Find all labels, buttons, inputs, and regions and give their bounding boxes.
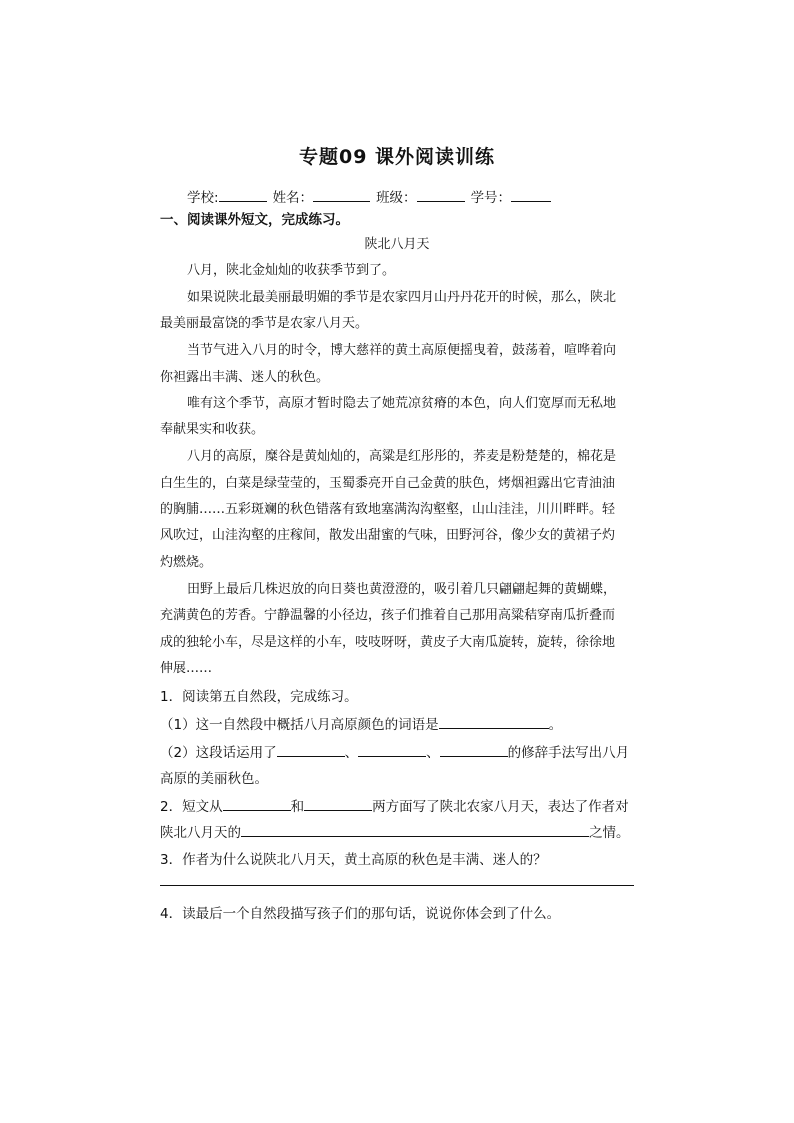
question-1: 1．阅读第五自然段，完成练习。 [160, 689, 358, 705]
story-line: 八月的高原，糜谷是黄灿灿的，高粱是红彤彤的，荞麦是粉楚楚的，棉花是 [187, 449, 617, 464]
story-line: 奉献果实和收获。 [160, 422, 265, 437]
question-2-and: 和 [290, 799, 305, 815]
school-blank[interactable] [219, 189, 267, 202]
class-label: 班级： [376, 190, 417, 206]
story-line: 的胸脯……五彩斑斓的秋色错落有致地塞满沟沟壑壑，山山洼洼，川川畔畔。轻 [160, 502, 616, 517]
question-4: 4．读最后一个自然段描写孩子们的那句话，说说你体会到了什么。 [160, 906, 561, 922]
id-label: 学号： [470, 190, 512, 206]
question-2-end: 之情。 [589, 825, 630, 841]
story-line: 当节气进入八月的时令，博大慈祥的黄土高原便摇曳着，鼓荡着，喧哗着向 [187, 343, 617, 358]
name-label: 姓名： [272, 190, 314, 206]
answer-blank[interactable] [277, 743, 345, 757]
question-1-1-text: （1）这一自然段中概括八月高原颜色的词语是 [160, 717, 439, 733]
answer-blank[interactable] [241, 823, 589, 837]
story-line: 最美丽最富饶的季节是农家八月天。 [160, 316, 369, 331]
section-heading: 一、阅读课外短文，完成练习。 [160, 212, 349, 228]
story-line: 灼燃烧。 [160, 555, 213, 570]
story-line: 成的独轮小车，尽是这样的小车，吱吱呀呀，黄皮子大南瓜旋转，旋转，徐徐地 [160, 635, 616, 650]
answer-blank[interactable] [358, 743, 426, 757]
question-2 [160, 795, 629, 815]
question-2-tail: 两方面写了陕北农家八月天，表达了作者对 [372, 799, 629, 815]
student-info-row [187, 186, 551, 206]
id-blank[interactable] [511, 189, 551, 202]
story-title: 陕北八月天 [364, 237, 430, 252]
question-1-1 [160, 713, 562, 733]
story-line: 田野上最后几株迟放的向日葵也黄澄澄的，吸引着几只翩翩起舞的黄蝴蝶， [187, 582, 617, 597]
question-1-2-tail: 的修辞手法写出八月 [507, 745, 630, 761]
school-label: 学校: [187, 190, 219, 206]
name-blank[interactable] [313, 189, 370, 202]
story-line: 伸展…… [160, 661, 213, 676]
separator: 、 [344, 745, 359, 761]
story-line: 充满黄色的芳香。宁静温馨的小径边，孩子们推着自己那用高粱秸穿南瓜折叠而 [160, 608, 616, 623]
answer-blank[interactable] [439, 715, 549, 729]
question-1-1-end: 。 [548, 717, 563, 733]
story-line: 如果说陕北最美丽最明媚的季节是农家四月山丹丹花开的时候，那么，陕北 [187, 290, 617, 305]
story-line: 唯有这个季节，高原才暂时隐去了她荒凉贫瘠的本色，向人们宽厚而无私地 [187, 396, 617, 411]
question-1-2 [160, 741, 629, 761]
question-1-2-text: （2）这段话运用了 [160, 745, 277, 761]
question-1-2-cont: 高原的美丽秋色。 [160, 771, 268, 787]
page-title: 专题09 课外阅读训练 [298, 146, 496, 168]
answer-blank[interactable] [440, 743, 508, 757]
answer-blank[interactable] [223, 797, 291, 811]
story-line: 风吹过，山洼沟壑的庄稼间，散发出甜蜜的气味，田野河谷，像少女的黄裙子灼 [160, 528, 616, 543]
story-line: 八月，陕北金灿灿的收获季节到了。 [187, 263, 396, 278]
class-blank[interactable] [417, 189, 465, 202]
question-2-text: 2．短文从 [160, 799, 223, 815]
story-line: 你袒露出丰满、迷人的秋色。 [160, 370, 330, 385]
answer-blank[interactable] [304, 797, 372, 811]
question-2-cont [160, 821, 630, 841]
answer-line[interactable] [160, 885, 634, 886]
question-3: 3．作者为什么说陕北八月天，黄土高原的秋色是丰满、迷人的？ [160, 852, 547, 868]
question-2-text2: 陕北八月天的 [160, 825, 241, 841]
separator: 、 [426, 745, 440, 761]
story-line: 白生生的，白菜是绿莹莹的，玉蜀黍亮开自己金黄的肤色，烤烟袒露出它青油油 [160, 476, 616, 491]
